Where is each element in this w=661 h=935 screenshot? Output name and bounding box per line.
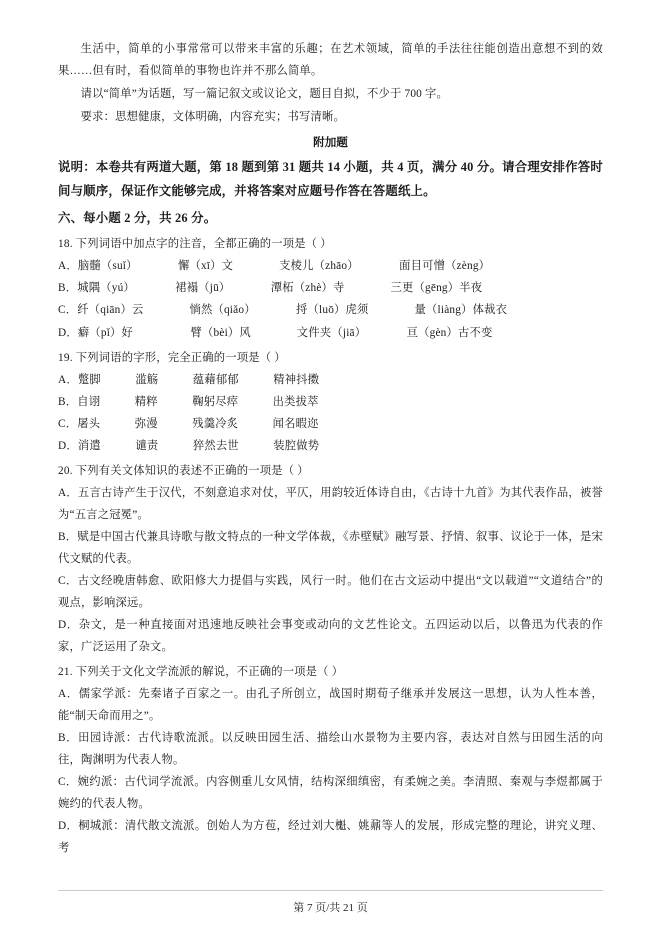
question-option: A．蹩脚 滥觞 蕴藉郁郁 精神抖擞: [58, 373, 320, 386]
question-option: B．田园诗派：古代诗歌流派。以反映田园生活、描绘山水景物为主要内容，表达对自然与田园生活的向往，陶渊明为代表人物。: [58, 731, 603, 766]
footer-divider: [58, 890, 603, 891]
question-option: C．婉约派：古代词学流派。内容侧重儿女风情，结构深细缜密，有柔婉之美。李清照、秦观与李煜都属于婉约的代表人物。: [58, 775, 603, 810]
question-option: C．纤（qiān）云 惝然（qiǎo） 捋（luō）虎须 量（liàng）体裁衣: [58, 304, 508, 317]
question-option: D．消遣 谴责 猝然去世 装腔做势: [58, 439, 320, 452]
exam-notice: 说明：本卷共有两道大题，第 18 题到第 31 题共 14 小题，共 4 页，满分 40 分。请合理安排作答时间与顺序，保证作文能够完成，并将答案对应题号作答在答题纸上。: [58, 160, 603, 199]
body-paragraph: 生活中，简单的小事常常可以带来丰富的乐趣；在艺术领域，简单的手法往往能创造出意想不到的效果……但有时，看似简单的事物也许并不那么简单。: [58, 43, 603, 78]
question-stem-20: 20. 下列有关文体知识的表述不正确的一项是（ ）: [58, 464, 309, 477]
question-option: B．赋是中国古代兼具诗歌与散文特点的一种文学体裁，《赤壁赋》融写景、抒情、叙事、议论于一体，是宋代文赋的代表。: [58, 530, 603, 565]
question-stem-18: 18. 下列词语中加点字的注音，全都正确的一项是（ ）: [58, 238, 332, 251]
question-option: B．城隅（yú） 裙褟（jū） 潭柘（zhè）寺 三更（gēng）半夜: [58, 282, 483, 295]
appendix-title: 附加题: [313, 136, 348, 150]
question-option: C．古文经晚唐韩愈、欧阳修大力提倡与实践，风行一时。他们在古文运动中提出“文以载道”“文道结合”的观点，影响深远。: [58, 574, 603, 609]
question-option: D．杂文，是一种直接面对迅速地反映社会事变或动向的文艺性论文。五四运动以后，以鲁迅为代表的作家，广泛运用了杂文。: [58, 618, 603, 653]
question-stem-19: 19. 下列词语的字形，完全正确的一项是（ ）: [58, 351, 286, 364]
question-option: A．儒家学派：先秦诸子百家之一。由孔子所创立，战国时期荀子继承并发展这一思想，认为人性本善，能“制天命而用之”。: [58, 687, 603, 722]
body-paragraph: 请以“简单”为话题，写一篇记叙文或议论文，题目自拟，不少于 700 字。: [80, 88, 449, 101]
body-paragraph: 要求：思想健康，文体明确，内容充实；书写清晰。: [80, 111, 346, 124]
question-option: D．桐城派：清代散文流派。创始人为方苞，经过刘大櫆、姚鼐等人的发展，形成完整的理论，讲究义理、考: [58, 819, 603, 854]
question-option: C．屠头 弥漫 残羹冷炙 闻名暇迩: [58, 417, 319, 430]
question-stem-21: 21. 下列关于文化文学流派的解说，不正确的一项是（ ）: [58, 665, 344, 678]
page-footer: 第 7 页/共 21 页: [293, 902, 368, 914]
question-option: D．癖（pǐ）好 臂（bèi）风 文件夹（jiā） 亘（gèn）古不变: [58, 326, 493, 339]
section-title-six: 六、每小题 2 分，共 26 分。: [58, 210, 217, 225]
question-option: A．五言古诗产生于汉代，不刻意追求对仗，平仄，用韵较近体诗自由，《古诗十九首》为其代表作品，被誉为“五言之冠冕”。: [58, 486, 603, 521]
question-option: B．自诩 精粹 鞠躬尽瘁 出类拔萃: [58, 395, 319, 408]
question-option: A．脑髓（suǐ） 懈（xī）文 支棱儿（zhāo） 面目可憎（zèng）: [58, 260, 491, 273]
